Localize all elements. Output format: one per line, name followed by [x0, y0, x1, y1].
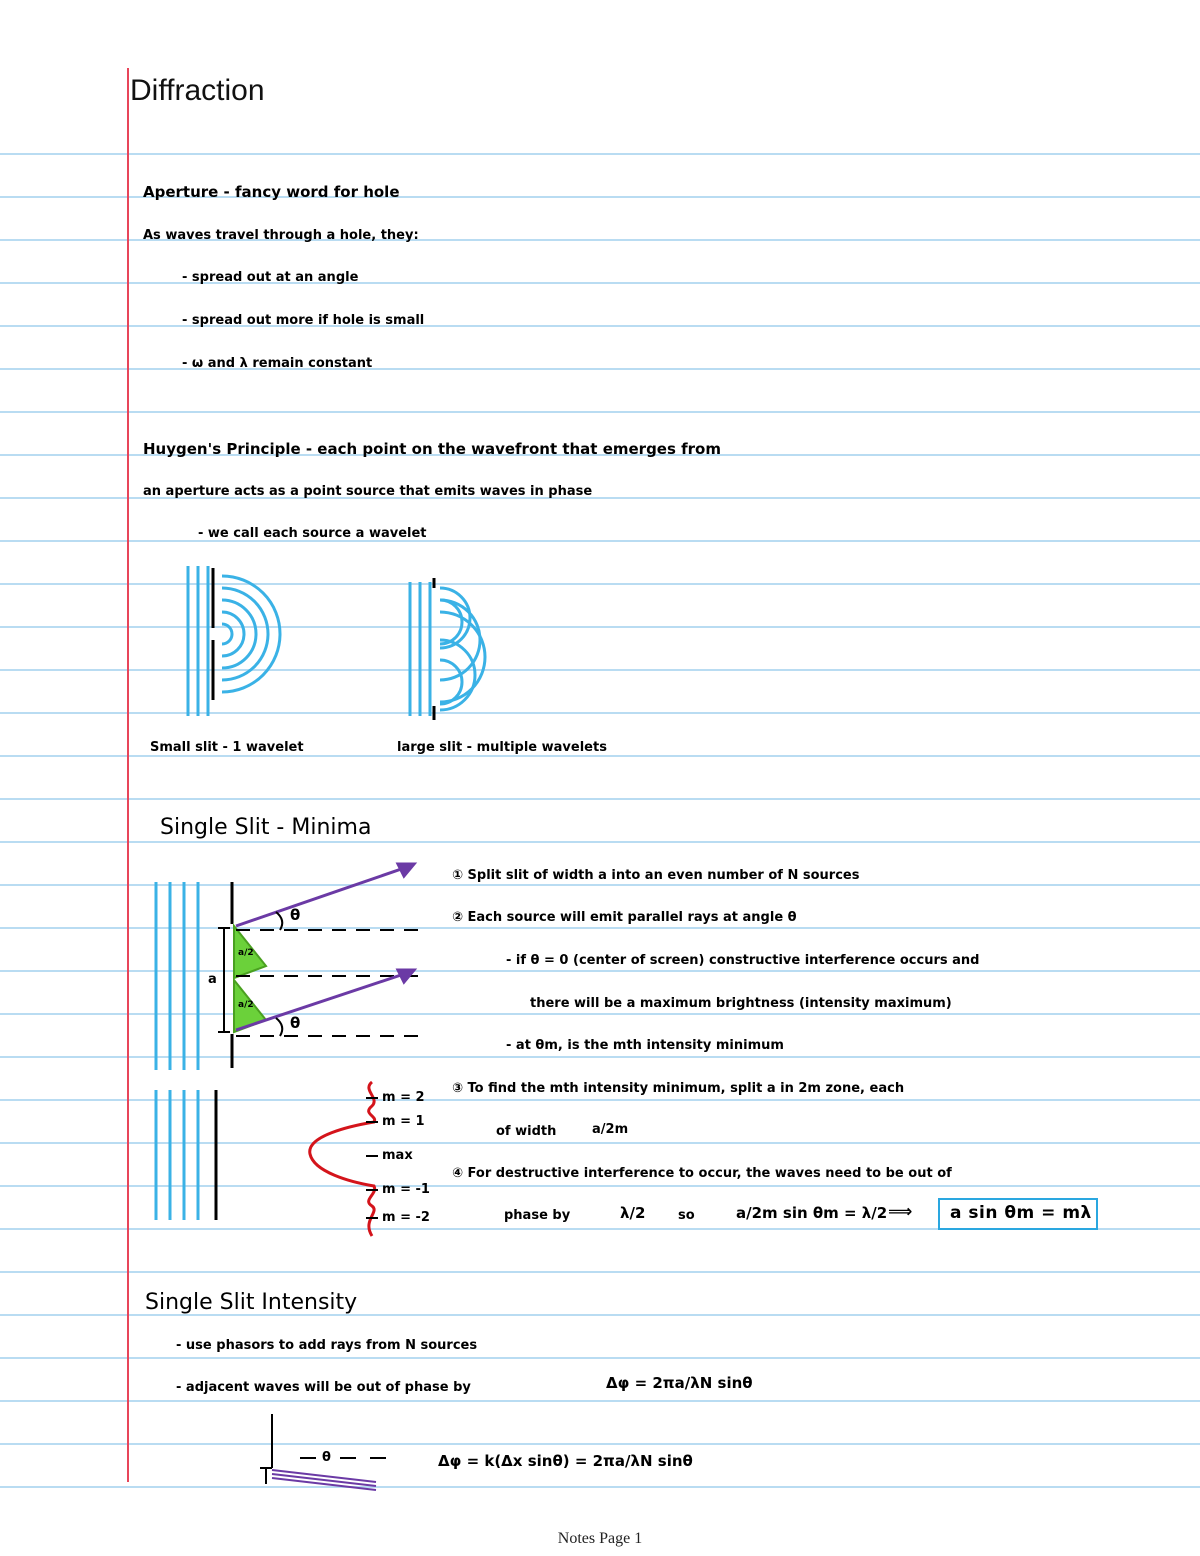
- phasor-theta: θ: [322, 1450, 331, 1465]
- step-2-sub-2: - at θm, is the mth intensity minimum: [506, 1038, 784, 1053]
- aperture-definition: Aperture - fancy word for hole: [143, 183, 400, 201]
- aperture-bullet-2: - spread out more if hole is small: [182, 313, 425, 328]
- step-3b: of width: [496, 1124, 557, 1139]
- phase-difference-equation: Δφ = 2πa/λN sinθ: [606, 1374, 753, 1392]
- step-2: ② Each source will emit parallel rays at angle θ: [452, 910, 797, 925]
- step-2-sub-1: - if θ = 0 (center of screen) constructive interference occurs and: [506, 953, 980, 968]
- fig-theta-top: θ: [290, 906, 301, 924]
- implies-arrow: ⟹: [888, 1202, 913, 1222]
- fig-half-label-2: a/2: [238, 1000, 254, 1010]
- step-3-fraction: a/2m: [592, 1122, 629, 1137]
- step-4-fraction: λ/2: [620, 1204, 646, 1222]
- heading-single-slit-intensity: Single Slit Intensity: [145, 1290, 358, 1315]
- step-1: ① Split slit of width a into an even number of N sources: [452, 868, 860, 883]
- fig-label-m1: m = 1: [382, 1114, 425, 1129]
- huygens-line-3: - we call each source a wavelet: [198, 526, 427, 541]
- fig-label-m-minus1: m = -1: [382, 1182, 430, 1197]
- fig-label-m2: m = 2: [382, 1090, 425, 1105]
- fig-slit-width-label: a: [208, 972, 217, 987]
- phase-difference-derivation: Δφ = k(Δx sinθ) = 2πa/λN sinθ: [438, 1452, 693, 1470]
- page-footer: Notes Page 1: [557, 1530, 643, 1547]
- aperture-bullet-1: - spread out at an angle: [182, 270, 359, 285]
- heading-single-slit-minima: Single Slit - Minima: [160, 815, 372, 840]
- step-2-sub-1b: there will be a maximum brightness (intensity maximum): [530, 996, 952, 1011]
- page-title: Diffraction: [130, 74, 265, 107]
- caption-small-slit: Small slit - 1 wavelet: [150, 740, 304, 755]
- fig-half-label-1: a/2: [238, 948, 254, 958]
- step-4-equation: a/2m sin θm = λ/2: [736, 1204, 888, 1222]
- caption-large-slit: large slit - multiple wavelets: [397, 740, 607, 755]
- intensity-line-2: - adjacent waves will be out of phase by: [176, 1380, 471, 1395]
- fig-theta-bottom: θ: [290, 1014, 301, 1032]
- fig-label-m-minus2: m = -2: [382, 1210, 430, 1225]
- step-4-phase: phase by: [504, 1208, 571, 1223]
- step-4-so: so: [678, 1208, 695, 1223]
- aperture-intro: As waves travel through a hole, they:: [143, 228, 419, 243]
- step-3: ③ To find the mth intensity minimum, split a in 2m zone, each: [452, 1081, 905, 1096]
- huygens-line-2: an aperture acts as a point source that emits waves in phase: [143, 484, 593, 499]
- huygens-line-1: Huygen's Principle - each point on the wavefront that emerges from: [143, 440, 721, 458]
- fig-label-max: max: [382, 1148, 413, 1163]
- aperture-bullet-3: - ω and λ remain constant: [182, 356, 373, 371]
- result-equation: a sin θm = mλ: [950, 1203, 1092, 1223]
- intensity-line-1: - use phasors to add rays from N sources: [176, 1338, 478, 1353]
- step-4: ④ For destructive interference to occur, the waves need to be out of: [452, 1166, 952, 1181]
